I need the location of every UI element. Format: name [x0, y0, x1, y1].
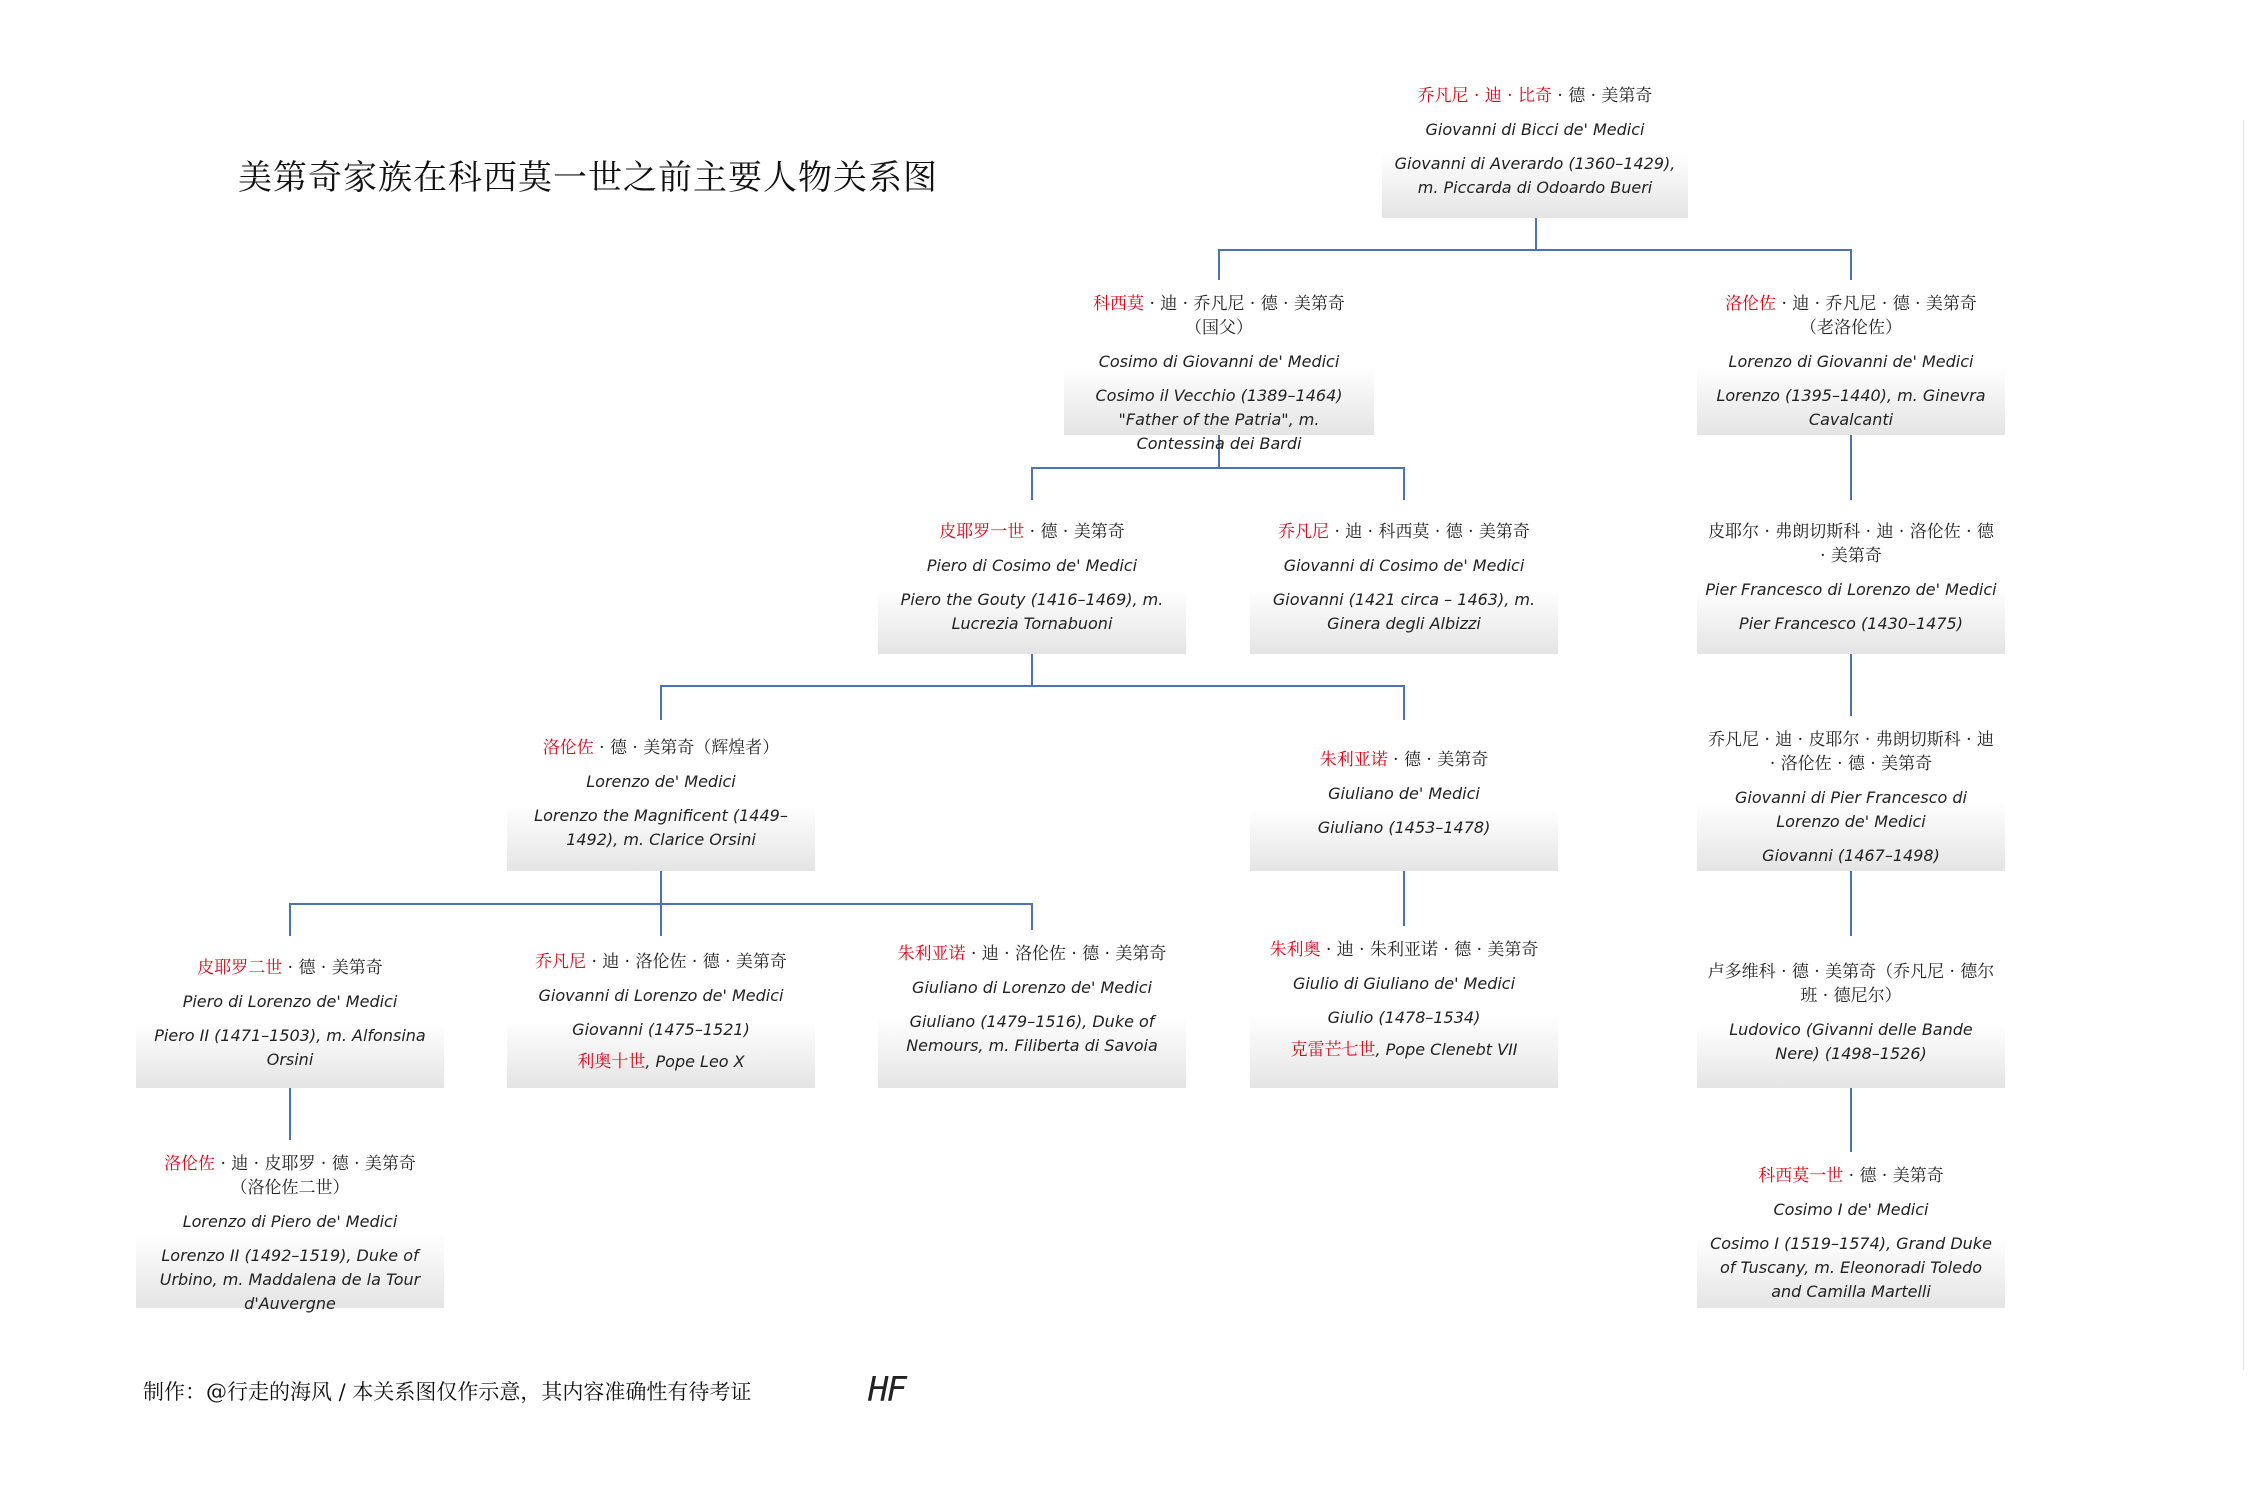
- chinese-name-rest: · 德 · 美第奇: [1387, 750, 1489, 770]
- chinese-name-highlight: 乔凡尼: [535, 952, 587, 972]
- connector-piero-children: [661, 654, 1404, 720]
- chinese-name: [1258, 520, 1550, 544]
- chinese-name: [1705, 1164, 1997, 1188]
- diagram-title: 美第奇家族在科西莫一世之前主要人物关系图: [238, 158, 938, 198]
- chinese-name-highlight: 洛伦佐: [164, 1154, 216, 1174]
- chinese-title: （洛伦佐二世）: [230, 1178, 350, 1198]
- chinese-name-highlight: 科西莫: [1093, 294, 1145, 314]
- person-cosimo-i: [1697, 1152, 2005, 1308]
- person-giovanni-di-cosimo: [1250, 508, 1558, 654]
- chinese-name-rest: · 德 · 美第奇: [1843, 1166, 1944, 1186]
- person-details: Piero II (1471–1503), m. Alfonsina Orsini: [154, 1026, 426, 1069]
- person-details: Lorenzo II (1492–1519), Duke of Urbino, m. Maddalena de la Tour d'Auvergne: [159, 1246, 421, 1313]
- person-ludovico-giovanni-delle-bande-nere: [1697, 948, 2005, 1088]
- chinese-name: [1390, 84, 1680, 108]
- italian-name: Giulio di Giuliano de' Medici: [1292, 974, 1516, 993]
- person-giovanni-di-pier-francesco: [1697, 716, 2005, 871]
- person-lorenzo-the-elder: [1697, 280, 2005, 435]
- italian-name: Cosimo di Giovanni de' Medici: [1098, 352, 1340, 371]
- person-giuliano: [1250, 736, 1558, 871]
- chinese-name-rest: · 德 · 美第奇（辉煌者）: [593, 738, 780, 758]
- signature-logo: HF: [868, 1370, 905, 1410]
- chinese-name: [1705, 292, 1997, 340]
- chinese-name-rest: 卢多维科 · 德 · 美第奇（乔凡尼 · 德尔班 · 德尼尔）: [1707, 962, 1995, 1006]
- connector-bicci-children: [1219, 218, 1851, 280]
- chinese-name-rest: · 德 · 美第奇: [282, 958, 383, 978]
- italian-name: Ludovico (Givanni delle Bande Nere) (1498–1526): [1729, 1020, 1973, 1063]
- person-details: Giovanni (1421 circa – 1463), m. Ginera degli Albizzi: [1272, 590, 1536, 633]
- person-details: Giovanni di Averardo (1360–1429), m. Piccarda di Odoardo Bueri: [1394, 154, 1676, 197]
- italian-name: Pier Francesco di Lorenzo de' Medici: [1705, 580, 1997, 599]
- person-giuliano-duke-of-nemours: [878, 930, 1186, 1088]
- chinese-name: [1072, 292, 1366, 340]
- person-lorenzo-the-magnificent: [507, 724, 815, 871]
- person-giulio-pope-clement-vii: [1250, 926, 1558, 1088]
- chinese-name-highlight: 乔凡尼 · 迪 · 比奇: [1417, 86, 1552, 106]
- chinese-name: [144, 1152, 436, 1200]
- chinese-name-rest: 乔凡尼 · 迪 · 皮耶尔 · 弗朗切斯科 · 迪 · 洛伦佐 · 德 · 美第奇: [1708, 730, 1994, 774]
- chinese-name-rest: · 德 · 美第奇: [1024, 522, 1125, 542]
- chinese-name: [1705, 728, 1997, 776]
- chinese-title: （老洛伦佐）: [1800, 318, 1902, 338]
- person-giovanni-di-bicci: [1382, 72, 1688, 218]
- papal-name: [1258, 1038, 1550, 1062]
- chinese-name: [144, 956, 436, 980]
- person-pier-francesco: [1697, 508, 2005, 654]
- chinese-name-highlight: 洛伦佐: [1725, 294, 1777, 314]
- italian-name: Lorenzo di Giovanni de' Medici: [1728, 352, 1974, 371]
- person-details: Piero the Gouty (1416–1469), m. Lucrezia Tornabuoni: [900, 590, 1164, 633]
- chinese-name-rest: 皮耶尔 · 弗朗切斯科 · 迪 · 洛伦佐 · 德 · 美第奇: [1708, 522, 1994, 566]
- chinese-name-rest: · 迪 · 洛伦佐 · 德 · 美第奇: [586, 952, 787, 972]
- person-details: Lorenzo (1395–1440), m. Ginevra Cavalcanti: [1716, 386, 1986, 429]
- italian-name: Giovanni di Cosimo de' Medici: [1283, 556, 1525, 575]
- chinese-name-rest: · 迪 · 皮耶罗 · 德 · 美第奇: [215, 1154, 416, 1174]
- italian-name: Piero di Cosimo de' Medici: [926, 556, 1138, 575]
- person-piero-the-gouty: [878, 508, 1186, 654]
- chinese-name: [1258, 748, 1550, 772]
- person-details: Giuliano (1479–1516), Duke of Nemours, m. Filiberta di Savoia: [906, 1012, 1158, 1055]
- italian-name: Piero di Lorenzo de' Medici: [182, 992, 398, 1011]
- italian-name: Giuliano di Lorenzo de' Medici: [912, 978, 1152, 997]
- chinese-name-rest: · 迪 · 朱利亚诺 · 德 · 美第奇: [1320, 940, 1539, 960]
- italian-name: Lorenzo de' Medici: [586, 772, 736, 791]
- person-details: Giovanni (1475–1521): [572, 1020, 750, 1039]
- person-details: Cosimo I (1519–1574), Grand Duke of Tuscany, m. Eleonoradi Toledo and Camilla Martelli: [1710, 1234, 1992, 1301]
- chinese-name: [886, 520, 1178, 544]
- chinese-name-rest: · 迪 · 洛伦佐 · 德 · 美第奇: [965, 944, 1167, 964]
- chinese-name-rest: · 迪 · 乔凡尼 · 德 · 美第奇: [1776, 294, 1977, 314]
- person-cosimo-il-vecchio: [1064, 280, 1374, 453]
- italian-name: Lorenzo di Piero de' Medici: [182, 1212, 398, 1231]
- chinese-name: [515, 736, 807, 760]
- chinese-name-rest: · 迪 · 乔凡尼 · 德 · 美第奇: [1144, 294, 1345, 314]
- chinese-name: [886, 942, 1178, 966]
- person-lorenzo-ii: [136, 1140, 444, 1313]
- chinese-name-highlight: 朱利亚诺: [897, 944, 966, 964]
- person-details: Pier Francesco (1430–1475): [1739, 614, 1963, 633]
- person-details: Lorenzo the Magnificent (1449–1492), m. Clarice Orsini: [534, 806, 788, 849]
- person-details: Giuliano (1453–1478): [1317, 818, 1491, 837]
- papal-name-highlight: 克雷芒七世: [1290, 1040, 1376, 1060]
- chinese-name-highlight: 皮耶罗一世: [939, 522, 1025, 542]
- chinese-name-highlight: 科西莫一世: [1758, 1166, 1844, 1186]
- person-details: Giovanni (1467–1498): [1762, 846, 1940, 865]
- chinese-name: [1258, 938, 1550, 962]
- chinese-name: [1705, 520, 1997, 568]
- chinese-name-highlight: 皮耶罗二世: [197, 958, 283, 978]
- chinese-name-highlight: 洛伦佐: [542, 738, 594, 758]
- italian-name: Giovanni di Bicci de' Medici: [1425, 120, 1645, 139]
- connector-lorenzo-children: [290, 871, 1032, 936]
- chinese-name: [1705, 960, 1997, 1008]
- person-details: Cosimo il Vecchio (1389–1464) "Father of the Patria", m. Contessina dei Bardi: [1095, 386, 1343, 453]
- chinese-name: [515, 950, 807, 974]
- chinese-name-highlight: 朱利亚诺: [1319, 750, 1388, 770]
- papal-name: [515, 1050, 807, 1074]
- chinese-title: （国父）: [1185, 318, 1253, 338]
- italian-name: Giuliano de' Medici: [1328, 784, 1480, 803]
- person-piero-ii: [136, 944, 444, 1088]
- papal-name-highlight: 利奥十世: [577, 1052, 646, 1072]
- italian-name: Giovanni di Pier Francesco di Lorenzo de' Medici: [1735, 788, 1967, 831]
- papal-name-rest: , Pope Clenebt VII: [1375, 1040, 1518, 1059]
- chinese-name-highlight: 朱利奥: [1269, 940, 1321, 960]
- chinese-name-rest: · 德 · 美第奇: [1552, 86, 1653, 106]
- italian-name: Giovanni di Lorenzo de' Medici: [538, 986, 784, 1005]
- italian-name: Cosimo I de' Medici: [1773, 1200, 1929, 1219]
- papal-name-rest: , Pope Leo X: [645, 1052, 745, 1071]
- person-details: Giulio (1478–1534): [1327, 1008, 1481, 1027]
- chinese-name-rest: · 迪 · 科西莫 · 德 · 美第奇: [1329, 522, 1530, 542]
- person-giovanni-pope-leo-x: [507, 938, 815, 1088]
- footer-credit: 制作：@行走的海风 / 本关系图仅作示意，其内容准确性有待考证: [143, 1380, 752, 1404]
- chinese-name-highlight: 乔凡尼: [1278, 522, 1330, 542]
